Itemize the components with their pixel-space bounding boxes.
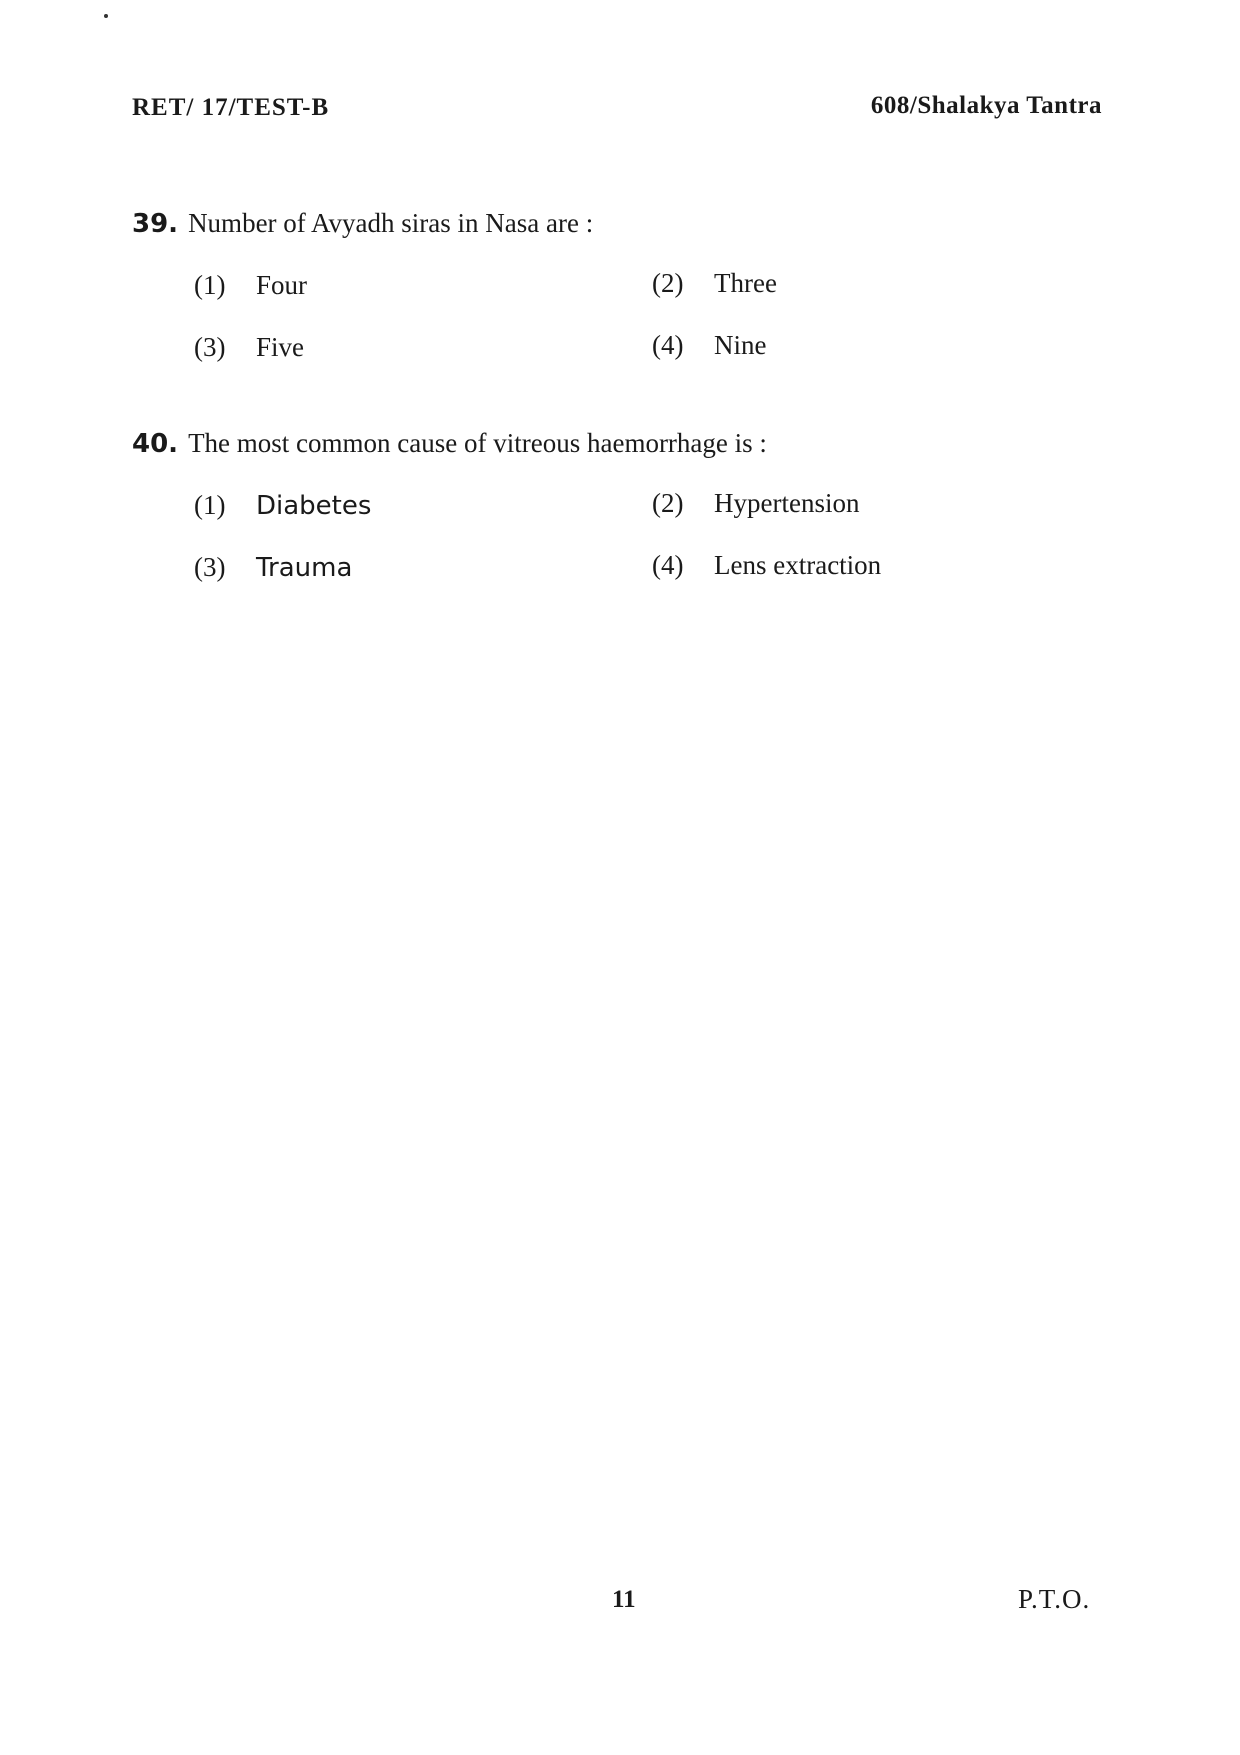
scan-dot — [104, 14, 108, 18]
option-text: Three — [714, 268, 777, 298]
option-label: (4) — [652, 330, 684, 360]
question-text: The most common cause of vitreous haemorrhage is : — [188, 428, 767, 458]
option-text: Hypertension — [714, 488, 860, 518]
option-text: Lens extraction — [714, 550, 882, 580]
question-40 — [132, 428, 767, 459]
option-39-2 — [652, 268, 777, 299]
option-40-1 — [194, 490, 371, 521]
test-code: RET/ 17/TEST-B — [132, 94, 330, 121]
option-text: Nine — [714, 330, 767, 360]
question-number: 40. — [132, 429, 179, 459]
question-39 — [132, 208, 593, 239]
option-39-1 — [194, 270, 307, 301]
option-text: Diabetes — [256, 491, 372, 521]
option-label: (3) — [194, 552, 226, 582]
option-40-3 — [194, 552, 352, 583]
option-label: (2) — [652, 268, 684, 298]
option-text: Five — [256, 332, 305, 362]
option-label: (3) — [194, 332, 226, 362]
option-text: Trauma — [256, 553, 353, 583]
option-label: (1) — [194, 490, 226, 520]
pto-label: P.T.O. — [1018, 1584, 1091, 1614]
subject-code: 608/Shalakya Tantra — [870, 92, 1102, 119]
option-40-2 — [652, 488, 859, 519]
option-40-4 — [652, 550, 881, 581]
question-number: 39. — [132, 209, 179, 239]
question-text: Number of Avyadh siras in Nasa are : — [188, 208, 594, 238]
page-number: 11 — [612, 1586, 636, 1613]
option-label: (1) — [194, 270, 226, 300]
option-label: (4) — [652, 550, 684, 580]
option-39-3 — [194, 332, 304, 363]
option-label: (2) — [652, 488, 684, 518]
option-text: Four — [256, 270, 308, 300]
option-39-4 — [652, 330, 766, 361]
